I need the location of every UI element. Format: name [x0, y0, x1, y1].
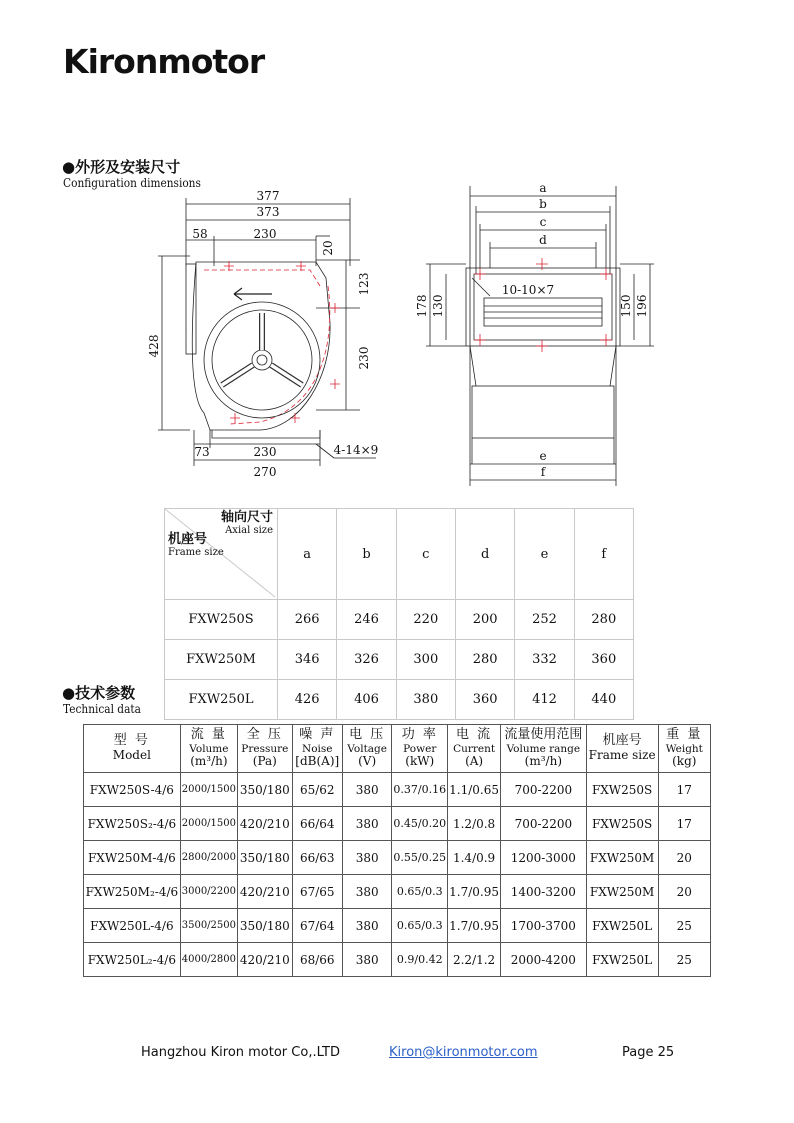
- dim-150: 150: [619, 294, 633, 318]
- cell-power: 0.37/0.16: [392, 773, 448, 807]
- cell-power: 0.45/0.20: [392, 807, 448, 841]
- cell-power: 0.65/0.3: [392, 875, 448, 909]
- cell-volume: 2000/1500: [180, 807, 237, 841]
- dim-a: a: [539, 181, 547, 195]
- cell-frame-size: FXW250M: [586, 841, 658, 875]
- frame-cell: FXW250L: [165, 680, 278, 720]
- table-row: [84, 875, 711, 909]
- cell-model: FXW250S₂-4/6: [84, 807, 181, 841]
- cell-weight: 25: [658, 909, 710, 943]
- cell-volume-range: 1400-3200: [501, 875, 587, 909]
- dim-58: 58: [192, 227, 208, 241]
- value-cell: 200: [455, 600, 514, 640]
- cell-model: FXW250M-4/6: [84, 841, 181, 875]
- cell-power: 0.55/0.25: [392, 841, 448, 875]
- cell-volume-range: 2000-4200: [501, 943, 587, 977]
- section-title-technical: ●技术参数: [62, 684, 136, 702]
- technical-data-table: [83, 724, 711, 977]
- value-cell: 326: [337, 640, 396, 680]
- header-weight: 重 量 Weight (kg): [658, 725, 710, 773]
- header-current: 电 流 Current (A): [448, 725, 501, 773]
- section-subtitle-dimensions: Configuration dimensions: [63, 176, 201, 190]
- cell-pressure: 420/210: [238, 943, 293, 977]
- cell-model: FXW250M₂-4/6: [84, 875, 181, 909]
- col-header-f: f: [574, 509, 633, 600]
- footer-email-link[interactable]: Kiron@kironmotor.com: [389, 1045, 538, 1060]
- header-volume-range: 流量使用范围 Volume range (m³/h): [501, 725, 587, 773]
- value-cell: 440: [574, 680, 633, 720]
- cell-current: 1.7/0.95: [448, 875, 501, 909]
- value-cell: 360: [574, 640, 633, 680]
- cell-frame-size: FXW250S: [586, 807, 658, 841]
- cell-voltage: 380: [342, 841, 392, 875]
- cell-model: FXW250L-4/6: [84, 909, 181, 943]
- dim-mount-holes: 10-10×7: [501, 283, 555, 297]
- corner-frame-cn: 机座号: [168, 532, 208, 547]
- dim-230-right: 230: [357, 346, 371, 370]
- col-header-a: a: [278, 509, 337, 600]
- table-row: [84, 807, 711, 841]
- cell-model: FXW250L₂-4/6: [84, 943, 181, 977]
- table-row: [84, 943, 711, 977]
- frame-cell: FXW250M: [165, 640, 278, 680]
- value-cell: 406: [337, 680, 396, 720]
- cell-volume: 4000/2800: [180, 943, 237, 977]
- cell-pressure: 420/210: [238, 807, 293, 841]
- dim-373: 373: [256, 205, 280, 219]
- table-corner-cell: [165, 509, 278, 600]
- value-cell: 252: [515, 600, 574, 640]
- cell-noise: 65/62: [292, 773, 342, 807]
- cell-volume-range: 700-2200: [501, 773, 587, 807]
- dim-428: 428: [147, 334, 161, 358]
- cell-model: FXW250S-4/6: [84, 773, 181, 807]
- cell-current: 1.4/0.9: [448, 841, 501, 875]
- dim-73: 73: [194, 445, 210, 459]
- table-row: [84, 909, 711, 943]
- cell-weight: 17: [658, 807, 710, 841]
- cell-voltage: 380: [342, 807, 392, 841]
- cell-noise: 67/65: [292, 875, 342, 909]
- col-header-c: c: [396, 509, 455, 600]
- table-row: [165, 600, 634, 640]
- cell-weight: 20: [658, 841, 710, 875]
- value-cell: 360: [455, 680, 514, 720]
- dim-b: b: [539, 197, 547, 211]
- value-cell: 426: [278, 680, 337, 720]
- value-cell: 266: [278, 600, 337, 640]
- footer-company: Hangzhou Kiron motor Co,.LTD: [141, 1045, 340, 1060]
- cell-noise: 66/63: [292, 841, 342, 875]
- section-subtitle-technical: Technical data: [63, 702, 141, 716]
- cell-voltage: 380: [342, 909, 392, 943]
- dim-178: 178: [415, 294, 429, 318]
- cell-noise: 66/64: [292, 807, 342, 841]
- cell-weight: 17: [658, 773, 710, 807]
- company-logo: Kironmotor: [63, 42, 265, 81]
- header-power: 功 率 Power (kW): [392, 725, 448, 773]
- cell-frame-size: FXW250S: [586, 773, 658, 807]
- cell-pressure: 350/180: [238, 773, 293, 807]
- cell-pressure: 350/180: [238, 841, 293, 875]
- front-view-drawing: [426, 186, 654, 486]
- dim-130: 130: [431, 294, 445, 318]
- value-cell: 300: [396, 640, 455, 680]
- cell-volume-range: 1200-3000: [501, 841, 587, 875]
- cell-volume: 3000/2200: [180, 875, 237, 909]
- table-header-row: [84, 725, 711, 773]
- cell-noise: 68/66: [292, 943, 342, 977]
- value-cell: 280: [455, 640, 514, 680]
- dim-377: 377: [256, 189, 280, 203]
- header-frame-size: 机座号 Frame size: [586, 725, 658, 773]
- cell-volume-range: 700-2200: [501, 807, 587, 841]
- col-header-b: b: [337, 509, 396, 600]
- cell-frame-size: FXW250M: [586, 875, 658, 909]
- value-cell: 332: [515, 640, 574, 680]
- table-row: [84, 773, 711, 807]
- dim-123: 123: [357, 272, 371, 296]
- cell-pressure: 420/210: [238, 875, 293, 909]
- cell-voltage: 380: [342, 875, 392, 909]
- cell-power: 0.9/0.42: [392, 943, 448, 977]
- cell-weight: 25: [658, 943, 710, 977]
- dim-20: 20: [321, 240, 335, 256]
- value-cell: 380: [396, 680, 455, 720]
- corner-axial-cn: 轴向尺寸: [220, 510, 273, 525]
- dim-196: 196: [635, 294, 649, 318]
- configuration-drawing: [147, 178, 670, 490]
- table-row: [165, 680, 634, 720]
- dim-e: e: [539, 449, 547, 463]
- dim-f: f: [540, 465, 546, 479]
- dim-c: c: [539, 215, 547, 229]
- table-row: [84, 841, 711, 875]
- cell-power: 0.65/0.3: [392, 909, 448, 943]
- col-header-d: d: [455, 509, 514, 600]
- frame-cell: FXW250S: [165, 600, 278, 640]
- header-voltage: 电 压 Voltage (V): [342, 725, 392, 773]
- cell-weight: 20: [658, 875, 710, 909]
- corner-axial-en: Axial size: [225, 525, 273, 537]
- cell-volume-range: 1700-3700: [501, 909, 587, 943]
- value-cell: 280: [574, 600, 633, 640]
- cell-current: 1.1/0.65: [448, 773, 501, 807]
- header-pressure: 全 压 Pressure (Pa): [238, 725, 293, 773]
- dim-270: 270: [253, 465, 277, 479]
- col-header-e: e: [515, 509, 574, 600]
- footer-page-number: Page 25: [622, 1045, 675, 1060]
- cell-current: 2.2/1.2: [448, 943, 501, 977]
- cell-volume: 3500/2500: [180, 909, 237, 943]
- value-cell: 246: [337, 600, 396, 640]
- cell-voltage: 380: [342, 773, 392, 807]
- table-row: [165, 640, 634, 680]
- dim-230-bottom: 230: [253, 445, 277, 459]
- header-noise: 噪 声 Noise [dB(A)]: [292, 725, 342, 773]
- cell-noise: 67/64: [292, 909, 342, 943]
- value-cell: 220: [396, 600, 455, 640]
- dim-230-top: 230: [253, 227, 277, 241]
- header-volume: 流 量 Volume (m³/h): [180, 725, 237, 773]
- cell-frame-size: FXW250L: [586, 909, 658, 943]
- dim-d: d: [539, 233, 547, 247]
- cell-current: 1.7/0.95: [448, 909, 501, 943]
- cell-pressure: 350/180: [238, 909, 293, 943]
- cell-voltage: 380: [342, 943, 392, 977]
- section-title-dimensions: ●外形及安装尺寸: [62, 158, 181, 176]
- dimension-table: [164, 508, 634, 720]
- value-cell: 412: [515, 680, 574, 720]
- header-model: 型 号 Model: [84, 725, 181, 773]
- cell-current: 1.2/0.8: [448, 807, 501, 841]
- cell-volume: 2800/2000: [180, 841, 237, 875]
- cell-volume: 2000/1500: [180, 773, 237, 807]
- dim-base-holes: 4-14×9: [333, 443, 379, 457]
- cell-frame-size: FXW250L: [586, 943, 658, 977]
- corner-frame-en: Frame size: [168, 547, 224, 559]
- value-cell: 346: [278, 640, 337, 680]
